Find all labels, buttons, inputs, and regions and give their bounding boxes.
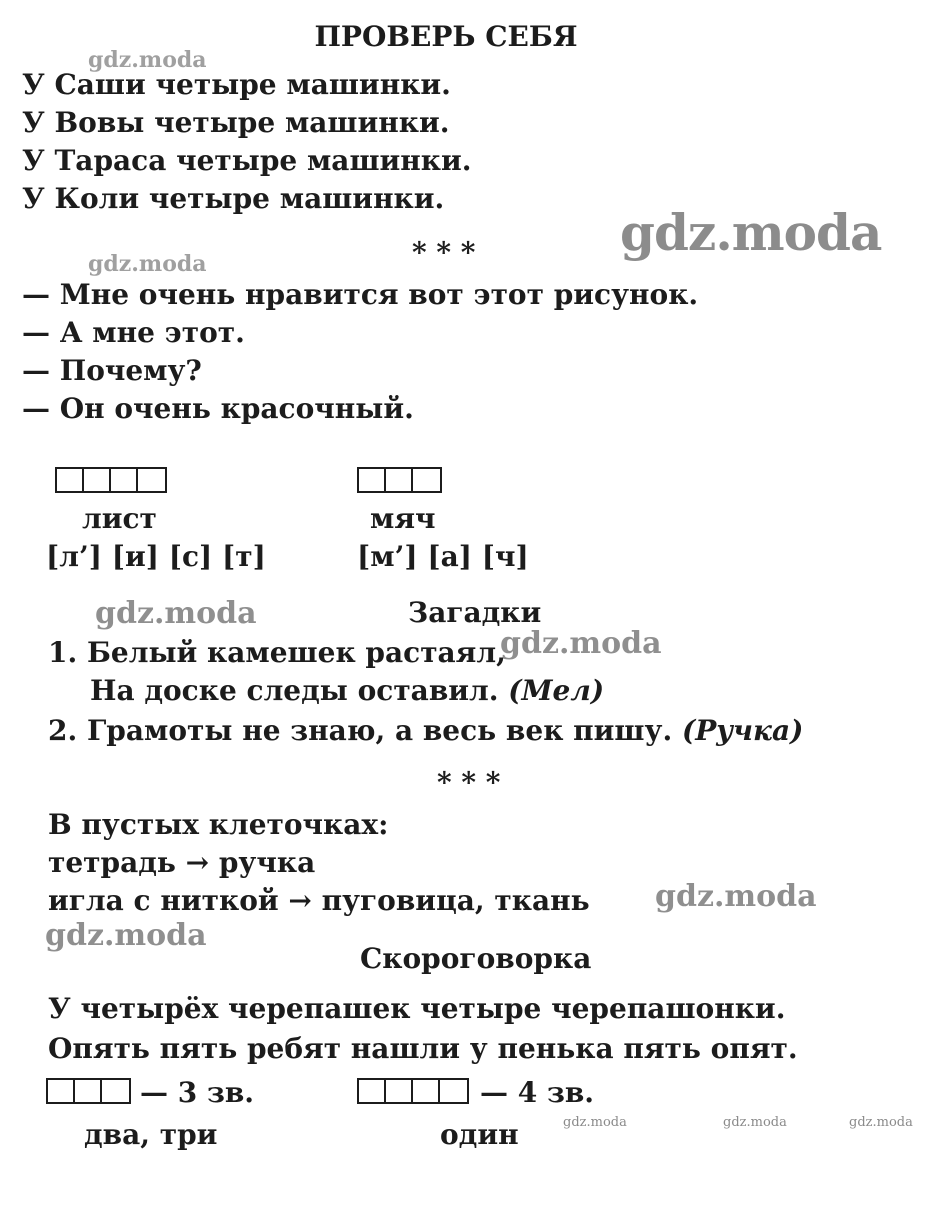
dialogue-line: — Почему? <box>22 354 202 387</box>
watermark: gdz.moda <box>563 1115 627 1130</box>
watermark: gdz.moda <box>88 251 207 277</box>
text-line: У Вовы четыре машинки. <box>22 106 450 139</box>
riddle-line: 1. Белый камешек растаял, <box>48 636 506 669</box>
dialogue-line: — А мне этот. <box>22 316 245 349</box>
riddle-answer: (Мел) <box>508 674 605 707</box>
tongue-twister-line: У четырёх черепашек четыре черепашонки. <box>48 992 786 1025</box>
sound-count-label: — 3 зв. <box>140 1076 255 1109</box>
sound-transcription: [л’] [и] [с] [т] <box>46 540 266 573</box>
scheme-words: один <box>440 1118 519 1151</box>
separator: * * * <box>437 766 501 799</box>
watermark: gdz.moda <box>88 47 207 73</box>
watermark: gdz.moda <box>500 626 662 661</box>
sound-scheme-boxes <box>46 1078 131 1104</box>
scheme-words: два, три <box>84 1118 218 1151</box>
watermark: gdz.moda <box>655 879 817 914</box>
separator: * * * <box>412 236 476 269</box>
text-line: У Саши четыре машинки. <box>22 68 451 101</box>
text-line: У Коли четыре машинки. <box>22 182 445 215</box>
sound-count-label: — 4 зв. <box>480 1076 595 1109</box>
watermark: gdz.moda <box>620 203 882 262</box>
riddle-line <box>48 714 803 748</box>
sound-transcription: [м’] [а] [ч] <box>357 540 529 573</box>
page-title: ПРОВЕРЬ СЕБЯ <box>314 20 578 53</box>
riddle-line <box>90 674 604 708</box>
dialogue-line: — Он очень красочный. <box>22 392 414 425</box>
scheme-word: мяч <box>370 502 436 535</box>
watermark: gdz.moda <box>723 1115 787 1130</box>
text-line: В пустых клеточках: <box>48 808 389 841</box>
tongue-twister-line: Опять пять ребят нашли у пенька пять опят. <box>48 1032 798 1065</box>
sound-scheme-boxes <box>357 1078 469 1104</box>
text-line: У Тараса четыре машинки. <box>22 144 472 177</box>
section-heading: Загадки <box>408 596 542 629</box>
sound-scheme-boxes <box>357 467 442 493</box>
riddle-answer: (Ручка) <box>681 714 804 747</box>
watermark: gdz.moda <box>95 596 257 631</box>
dialogue-line: — Мне очень нравится вот этот рисунок. <box>22 278 699 311</box>
riddle-text: На доске следы оставил. <box>90 674 499 707</box>
text-line: тетрадь → ручка <box>48 846 316 879</box>
watermark: gdz.moda <box>849 1115 913 1130</box>
sound-scheme-boxes <box>55 467 167 493</box>
scheme-word: лист <box>82 502 157 535</box>
section-heading: Скороговорка <box>360 942 592 975</box>
riddle-text: 2. Грамоты не знаю, а весь век пишу. <box>48 714 673 747</box>
text-line: игла с ниткой → пуговица, ткань <box>48 884 590 917</box>
watermark: gdz.moda <box>45 918 207 953</box>
